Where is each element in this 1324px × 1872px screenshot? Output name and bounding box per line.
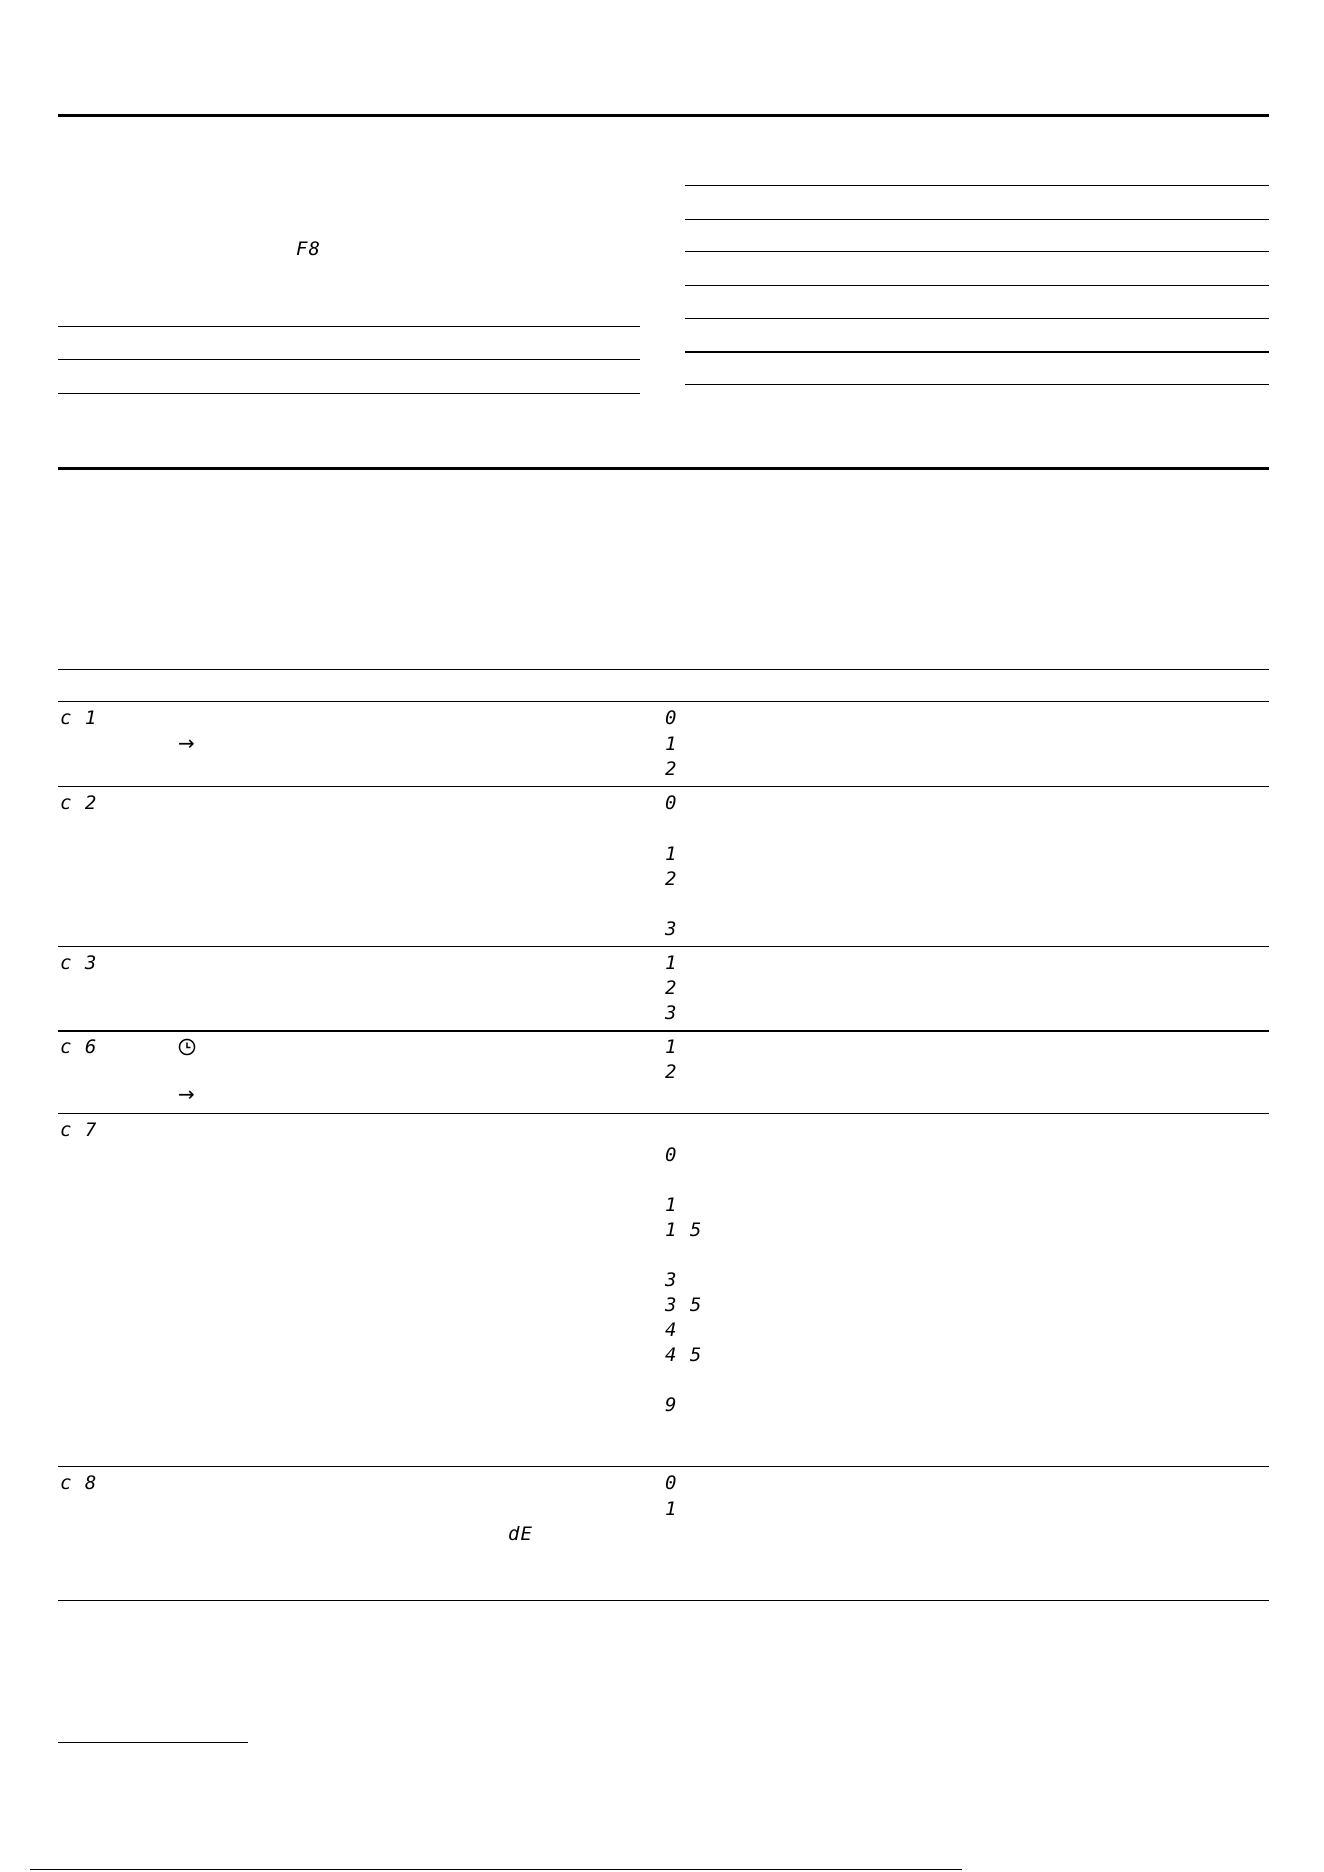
- setting-value: 3: [665, 918, 678, 940]
- top-rule: [58, 114, 1269, 117]
- clock-icon: [178, 1038, 196, 1056]
- setting-value: 9: [665, 1394, 678, 1416]
- row-rule: [58, 946, 1269, 947]
- right-table-rule-4: [685, 285, 1269, 286]
- setting-value: 1: [665, 733, 678, 755]
- setting-code: c 8: [60, 1472, 98, 1494]
- right-table-rule-2: [685, 219, 1269, 220]
- row-rule: [58, 1030, 1269, 1032]
- footnote-rule: [58, 1742, 248, 1743]
- setting-value: 0: [665, 707, 678, 729]
- setting-code: c 6: [60, 1036, 98, 1058]
- page-bottom-rule: [30, 1869, 962, 1870]
- row-rule: [58, 1113, 1269, 1114]
- row-rule: [58, 786, 1269, 787]
- setting-value: 0: [665, 792, 678, 814]
- inline-display-code: dE: [508, 1523, 533, 1545]
- setting-value: 3: [665, 1002, 678, 1024]
- display-code-f8: F8: [296, 238, 321, 260]
- right-table-rule-6: [685, 351, 1269, 353]
- table-header-rule-top: [58, 669, 1269, 670]
- table-header-rule-bottom: [58, 701, 1269, 702]
- setting-code: c 2: [60, 792, 98, 814]
- left-table-rule-2: [58, 359, 640, 360]
- right-table-rule-5: [685, 318, 1269, 319]
- setting-value: 1: [665, 843, 678, 865]
- setting-value: 1: [665, 1498, 678, 1520]
- setting-value: 4 5: [665, 1344, 703, 1366]
- setting-value: 2: [665, 868, 678, 890]
- right-table-rule-3: [685, 251, 1269, 252]
- right-arrow-icon: →: [178, 731, 195, 755]
- row-rule: [58, 1466, 1269, 1467]
- right-arrow-icon: →: [178, 1082, 195, 1106]
- setting-value: 2: [665, 977, 678, 999]
- section-rule: [58, 467, 1269, 470]
- setting-value: 3 5: [665, 1294, 703, 1316]
- left-table-rule-3: [58, 393, 640, 394]
- setting-value: 1 5: [665, 1219, 703, 1241]
- setting-value: 0: [665, 1144, 678, 1166]
- setting-code: c 1: [60, 707, 98, 729]
- setting-value: 1: [665, 1194, 678, 1216]
- setting-value: 2: [665, 758, 678, 780]
- table-bottom-rule: [58, 1600, 1269, 1601]
- right-table-rule-1: [685, 185, 1269, 186]
- setting-value: 3: [665, 1269, 678, 1291]
- setting-value: 2: [665, 1061, 678, 1083]
- setting-value: 4: [665, 1319, 678, 1341]
- left-table-rule-1: [58, 326, 640, 327]
- setting-value: 1: [665, 952, 678, 974]
- setting-code: c 7: [60, 1119, 98, 1141]
- setting-value: 1: [665, 1036, 678, 1058]
- right-table-rule-7: [685, 384, 1269, 385]
- setting-code: c 3: [60, 952, 98, 974]
- setting-value: 0: [665, 1472, 678, 1494]
